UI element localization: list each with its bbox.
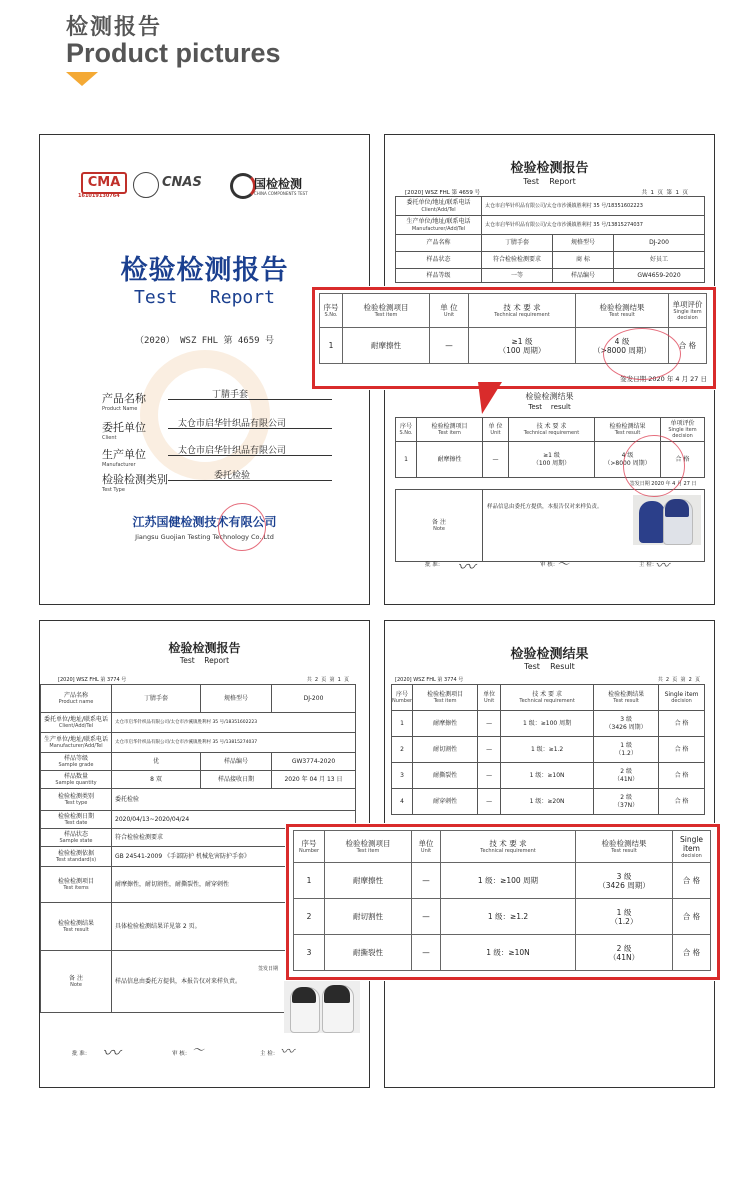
- section-title-en: Product pictures: [66, 38, 281, 68]
- cma-number: 161019130764: [78, 193, 120, 199]
- report1-page: 共 1 页 第 1 页: [641, 190, 688, 196]
- report1-info-table: 委托单位/地址/联系电话 Client/Add/Tel 太仓市启华针织品有限公司/太仓市沙溪镇胜利村 35 号/18351602223 生产单位/地址/联系电话 Manufacturer/Add/Tel 太仓市启华针织品有限公司/太仓市沙溪镇胜利村 35 号/13815274037 产品名称 丁腈手套 规格型号 DJ-200 样品状态 符合检验检测要求 商 标 好员工 样品等级 一等 样品编号 GW4659-2020: [395, 196, 705, 283]
- zoom1-stamp: [603, 328, 681, 380]
- report1-number: [2020] WSZ FHL 第 4659 号: [405, 190, 481, 196]
- signature-inspector-2: 〰: [280, 1044, 294, 1060]
- report2-title-en: Test Report: [179, 656, 230, 665]
- signature-approver: 〰: [457, 557, 475, 578]
- signature-reviewer-2: ～: [192, 1043, 205, 1057]
- cover-title-cn: 检验检测报告: [120, 255, 289, 286]
- table-row: 4 耐穿刺性 — 1 级：≥20N 2 级 （37N） 合 格: [392, 789, 705, 815]
- report1-result-table: 序号 S.No. 检验检测项目 Test item 单 位 Unit 技 术 要 求 Technical requirement 检验检测结果 Test result 单项评价 Single item decision 1 耐摩擦性 — ≥1 级 （100 周期） 4 级 （>8000 周期） 合 格 签发日期 2020 年 4 月 27 日 备 注 Note 样品信息由委托方提供，本报告仅对来样负责。: [395, 417, 705, 562]
- report2-issue-date: 签发日期: [258, 966, 279, 972]
- cover-title-en: Test Report: [134, 287, 275, 308]
- report2-title-cn: 检验检测报告: [168, 641, 241, 655]
- table-row: 1 耐摩擦性 — 1 级：≥100 周期 3 级 （3426 周期） 合 格: [294, 863, 711, 899]
- zoom-highlight-1: 序号 S.No. 检验检测项目 Test item 单 位 Unit 技 术 要 求 Technical requirement 检验检测结果 Test result 单项评价 Single item decision 1 耐摩擦性 — ≥1 级 （100 周期） 4 级 （>8000 周期） 合 格 签发日期 2020 年 4 月 27 日: [312, 287, 716, 389]
- glove-photo-2: [284, 981, 360, 1033]
- report1-signature-row: 批 准： 审 核： 主 检：: [425, 562, 658, 568]
- report1-result-title-cn: 检验检测结果: [525, 392, 574, 401]
- section-title-cn: 检测报告: [66, 15, 163, 40]
- report1-title-cn: 检验检测报告: [510, 161, 589, 176]
- cover-report-no: （2020） WSZ FHL 第 4659 号: [135, 336, 274, 346]
- accent-triangle-icon: [66, 72, 98, 86]
- table-row: 2 耐切割性 — 1 级：≥1.2 1 级 （1.2） 合 格: [294, 899, 711, 935]
- cover-field-client: 委托单位 太仓市启华针织品有限公司 Client: [102, 416, 342, 441]
- signature-inspector: 〰: [655, 558, 669, 574]
- cover-field-manufacturer: 生产单位 太仓市启华针织品有限公司 Manufacturer: [102, 443, 342, 468]
- guojian-logo-icon: [230, 173, 256, 199]
- guojian-logo-text: 国检检测: [254, 177, 303, 191]
- report2-number: [2020] WSZ FHL 第 3774 号: [58, 677, 127, 683]
- cover-org-cn: 江苏国健检测技术有限公司: [132, 515, 277, 529]
- cover-field-product: 产品名称 丁腈手套 Product Name: [102, 387, 342, 412]
- report2-info-table: 产品名称 Product name 丁腈手套 规格型号 DJ-200 委托单位/地址/联系电话 Client/Add/Tel 太仓市启华针织品有限公司/太仓市沙溪镇胜利村 35 号/18351602223 生产单位/地址/联系电话 Manufacturer/Add/Tel 太仓市启华针织品有限公司/太仓市沙溪镇胜利村 35 号/13815274037 样品等级 Sample grade 优 样品编号 GW3774-2020 样品数量 Sample quantity 8 双 样品接收日期 2020 年 04 月 13 日 检验检测类别 Test type 委托检验 检验检测日期 Test date 2020/04/13~2020/04/24 样品状态 Sample state 符合检验检测要求 检验检测依据 Test standard(s) GB 24541-2009 《手部防护 机械危害防护手套》 检验检测项目 Test items 耐摩擦性，耐切割性，耐撕裂性，耐穿刺性 检验检测结果 Test result 具体检验检测结果详见第 2 页。 备 注 Note 样品信息由委托方提供，本报告仅对来样负责。: [40, 684, 356, 1013]
- glove-photo: [633, 495, 701, 545]
- cover-org-en: Jiangsu Guojian Testing Technology Co.,Ltd: [135, 533, 274, 541]
- approval-stamp: [623, 435, 685, 497]
- cma-logo: CMA: [81, 172, 127, 194]
- table-row: 3 耐撕裂性 — 1 级：≥10N 2 级 （41N） 合 格: [294, 935, 711, 971]
- report3-title-en: Test Result: [524, 662, 575, 671]
- zoom-highlight-2: 序号 Number 检验检测项目 Test item 单位 Unit 技 术 要 求 Technical requirement 检验检测结果 Test result Single item decision 1 耐摩擦性 — 1 级：≥100 周期 3 级 （3426 周期） 合 格 2 耐切割性 — 1 级：≥1.2 1 级 （1.2） 合 格 3 耐撕裂性 — 1 级：≥10N 2 级 （41N） 合 格: [286, 824, 720, 980]
- report1-result-title-en: Test result: [528, 403, 571, 411]
- table-row: 2 耐切割性 — 1 级：≥1.2 1 级 （1.2） 合 格: [392, 737, 705, 763]
- signature-approver-2: 〰: [102, 1043, 120, 1064]
- signature-reviewer: ～: [557, 557, 570, 571]
- ilac-seal-icon: [133, 172, 159, 198]
- report2-page: 共 2 页 第 1 页: [306, 677, 349, 683]
- report1-title-en: Test Report: [523, 177, 576, 186]
- report3-number: [2020] WSZ FHL 第 3774 号: [395, 677, 464, 683]
- table-row: 1 耐摩擦性 — 1 级：≥100 周期 3 级 （3426 周期） 合 格: [392, 711, 705, 737]
- cnas-logo: CNAS: [162, 175, 202, 190]
- pointer-arrow-icon: [462, 380, 502, 416]
- company-stamp: [218, 503, 266, 551]
- report3-title-cn: 检验检测结果: [510, 647, 589, 662]
- guojian-logo-subtext: CHINA COMPONENTS TEST: [254, 191, 308, 196]
- table-row: 3 耐撕裂性 — 1 级：≥10N 2 级 （41N） 合 格: [392, 763, 705, 789]
- report3-result-table: 序号 Number 检验检测项目 Test item 单位 Unit 技 术 要 求 Technical requirement 检验检测结果 Test result Single item decision 1 耐摩擦性 — 1 级：≥100 周期 3 级 （3426 周期） 合 格 2 耐切割性 — 1 级：≥1.2 1 级 （1.2） 合 格 3 耐撕裂性 — 1 级：≥10N 2 级 （41N） 合 格 4 耐穿刺性 — 1 级：≥20N 2 级 （37N） 合 格: [391, 684, 705, 815]
- zoom1-date: 签发日期 2020 年 4 月 27 日: [620, 375, 707, 383]
- report2-signature-row: 批 准： 审 核： 主 检：: [72, 1051, 279, 1057]
- cover-field-test-type: 检验检测类别 委托检验 Test Type: [102, 468, 342, 493]
- report3-page: 共 2 页 第 2 页: [657, 677, 700, 683]
